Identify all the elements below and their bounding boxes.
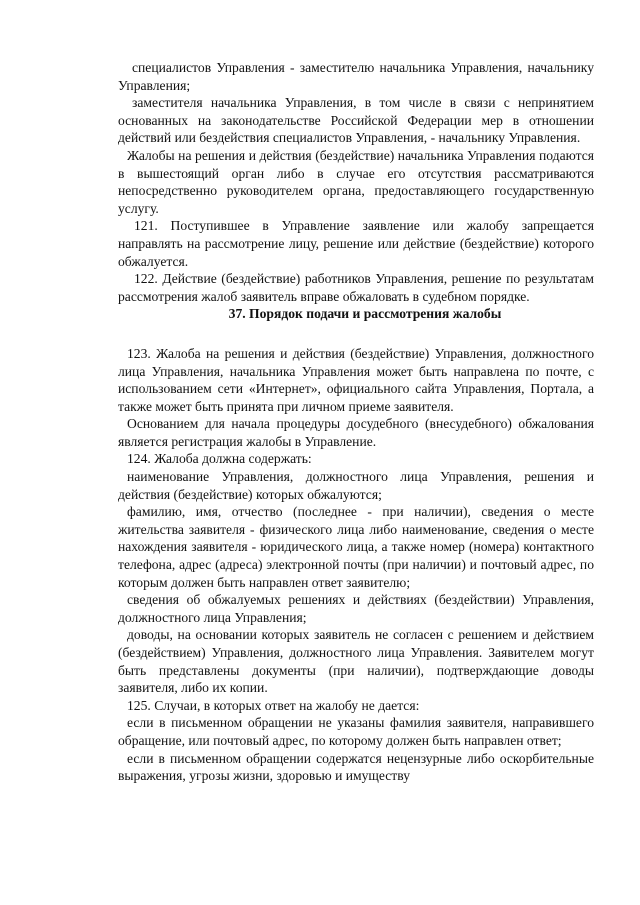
paragraph: если в письменном обращении не указаны фамилия заявителя, направившего обращение, или почтовый адрес, по которому должен быть направлен ответ; [118,715,594,748]
paragraph: 123. Жалоба на решения и действия (бездействие) Управления, должностного лица Управления, начальника Управления может быть направлена по почте, с использованием сети «Интернет», официального сайта Управления, Портала, а также может быть принята при личном приеме заявителя. [118,345,594,414]
paragraph: 125. Случаи, в которых ответ на жалобу не дается: [127,697,420,713]
paragraph: 122. Действие (бездействие) работников Управления, решение по результатам рассмотрения жалоб заявитель вправе обжаловать в судебном порядке. [118,271,594,304]
paragraph: 121. Поступившее в Управление заявление или жалобу запрещается направлять на рассмотрение лицу, решение или действие (бездействие) которого обжалуется. [118,218,594,269]
paragraph: наименование Управления, должностного лица Управления, решения и действия (бездействие) которых обжалуются; [118,469,594,502]
paragraph: если в письменном обращении содержатся нецензурные либо оскорбительные выражения, угрозы жизни, здоровью и имуществу [118,750,594,784]
paragraph: фамилию, имя, отчество (последнее - при наличии), сведения о месте жительства заявителя - физического лица либо наименование, сведения о месте нахождения заявителя - юридического лица, а также номер (номера) контактного телефона, адрес (адреса) электронной почты (при наличии) и почтовый адрес, по которым должен быть направлен ответ заявителю; [118,504,594,590]
paragraph: Жалобы на решения и действия (бездействие) начальника Управления подаются в вышестоящий орган либо в случае его отсутствия рассматриваются непосредственно руководителем органа, предоставляющего государственную услугу. [118,147,594,216]
document-text [118,59,594,785]
paragraph: 124. Жалоба должна содержать: [127,451,312,467]
paragraph: доводы, на основании которых заявитель не согласен с решением и действием (бездействием) Управления, должностного лица Управления. Заявителем могут быть представлены документы (при наличии), подтверждающие доводы заявителя, либо их копии. [118,627,594,696]
paragraph: заместителя начальника Управления, в том числе в связи с непринятием основанных на законодательстве Российской Федерации мер в отношении действий или бездействия специалистов Управления, - начальнику Управления. [118,95,594,146]
paragraph: Основанием для начала процедуры досудебного (внесудебного) обжалования является регистрация жалобы в Управление. [118,416,594,449]
paragraph: сведения об обжалуемых решениях и действиях (бездействии) Управления, должностного лица Управления; [118,592,594,625]
paragraph: специалистов Управления - заместителю начальника Управления, начальнику Управления; [118,60,594,93]
section-heading: 37. Порядок подачи и рассмотрения жалобы [228,306,502,322]
